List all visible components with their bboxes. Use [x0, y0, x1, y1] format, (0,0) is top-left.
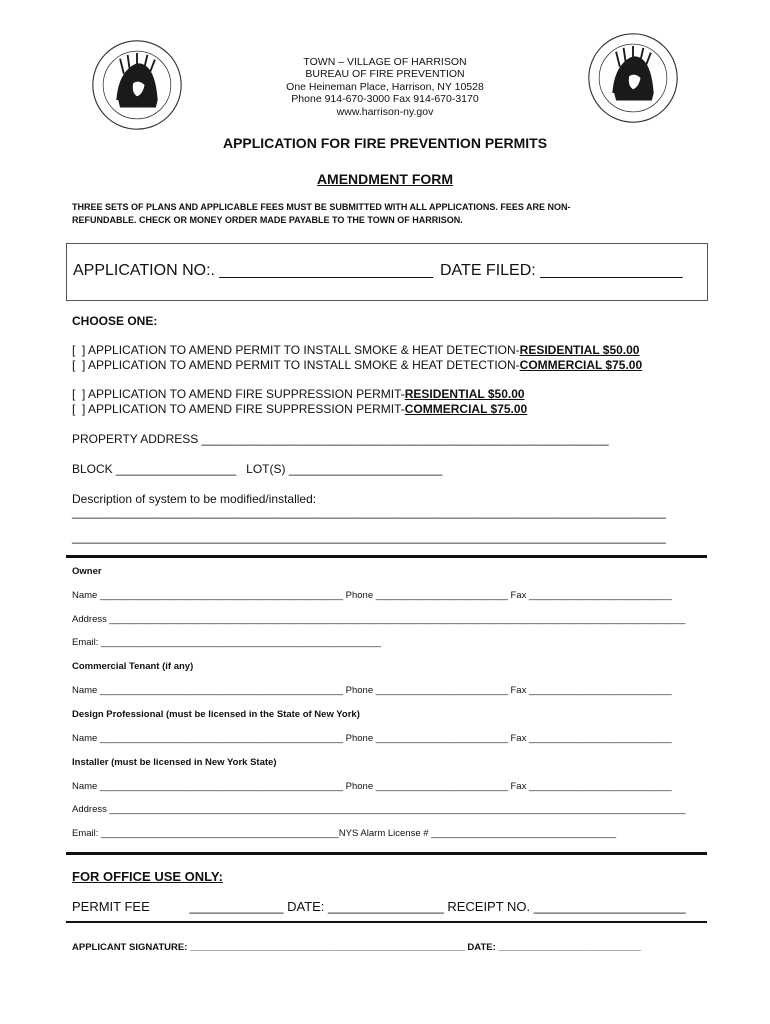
letterhead	[200, 56, 570, 118]
description-line-1[interactable]: _________________________________________________________________________________________	[72, 505, 666, 519]
permit-fee-date-receipt[interactable]: PERMIT FEE _____________ DATE: ________________ RECEIPT NO. _____________________	[72, 899, 686, 914]
section-divider	[66, 921, 707, 923]
header-town: TOWN – VILLAGE OF HARRISON	[303, 56, 467, 68]
option-text: [ ] APPLICATION TO AMEND FIRE SUPPRESSION PERMIT-	[72, 387, 405, 401]
applicant-signature-field[interactable]: APPLICANT SIGNATURE: ____________________________________________________ DATE: ___________________________	[72, 942, 642, 953]
date-filed-field[interactable]: DATE FILED: ________________	[440, 262, 683, 279]
option-fee: RESIDENTIAL $50.00	[404, 387, 525, 401]
description-label: Description of system to be modified/installed:	[72, 492, 317, 506]
application-number-box	[66, 243, 708, 301]
header-address: One Heineman Place, Harrison, NY 10528	[286, 80, 484, 93]
option-fee: COMMERCIAL $75.00	[519, 358, 643, 372]
option-suppression-commercial[interactable]	[72, 402, 527, 416]
design-professional-heading: Design Professional (must be licensed in the State of New York)	[72, 709, 360, 720]
option-smoke-heat-residential[interactable]	[72, 343, 639, 357]
block-lot-field[interactable]: BLOCK __________________ LOT(S) _______________________	[72, 462, 443, 476]
design-name-phone-fax[interactable]: Name ______________________________________________ Phone _________________________ Fax ___________________________	[72, 733, 672, 744]
option-suppression-residential[interactable]	[72, 387, 525, 401]
option-smoke-heat-commercial[interactable]	[72, 358, 642, 372]
choose-heading: CHOOSE ONE:	[72, 314, 158, 328]
option-text: [ ] APPLICATION TO AMEND PERMIT TO INSTALL SMOKE & HEAT DETECTION-	[72, 343, 520, 357]
application-number-field[interactable]: APPLICATION NO:. ________________________	[73, 262, 433, 279]
option-fee: COMMERCIAL $75.00	[404, 402, 528, 416]
town-seal	[90, 38, 184, 132]
owner-heading: Owner	[72, 566, 102, 577]
option-text: [ ] APPLICATION TO AMEND PERMIT TO INSTALL SMOKE & HEAT DETECTION-	[72, 358, 520, 372]
installer-heading: Installer (must be licensed in New York State)	[72, 757, 277, 768]
tenant-name-phone-fax[interactable]: Name ______________________________________________ Phone _________________________ Fax ___________________________	[72, 685, 672, 696]
owner-name-phone-fax[interactable]: Name ______________________________________________ Phone _________________________ Fax ___________________________	[72, 590, 672, 601]
owner-email-field[interactable]: Email: _____________________________________________________	[72, 637, 382, 648]
submission-notice	[72, 201, 672, 227]
tenant-heading: Commercial Tenant (if any)	[72, 661, 194, 672]
header-bureau: BUREAU OF FIRE PREVENTION	[305, 68, 465, 81]
owner-address-field[interactable]: Address _____________________________________________________________________________________________________________	[72, 614, 686, 625]
property-address-field[interactable]: PROPERTY ADDRESS _____________________________________________________________	[72, 432, 609, 446]
installer-address-field[interactable]: Address _____________________________________________________________________________________________________________	[72, 804, 686, 815]
section-divider	[66, 852, 707, 855]
header-website: www.harrison-ny.gov	[336, 105, 434, 118]
village-seal	[586, 31, 680, 125]
installer-email-license-field[interactable]: Email: _____________________________________________NYS Alarm License # ___________________________________	[72, 828, 617, 839]
section-divider	[66, 555, 707, 558]
installer-name-phone-fax[interactable]: Name ______________________________________________ Phone _________________________ Fax ___________________________	[72, 781, 672, 792]
notice-line-2: REFUNDABLE. CHECK OR MONEY ORDER MADE PAYABLE TO THE TOWN OF HARRISON.	[72, 215, 463, 225]
form-title: APPLICATION FOR FIRE PREVENTION PERMITS	[222, 135, 548, 151]
form-subtitle: AMENDMENT FORM	[316, 171, 454, 187]
description-line-2[interactable]: _________________________________________________________________________________________	[72, 530, 666, 544]
header-phone: Phone 914-670-3000 Fax 914-670-3170	[291, 93, 479, 106]
office-use-heading: FOR OFFICE USE ONLY:	[72, 869, 223, 884]
notice-line-1: THREE SETS OF PLANS AND APPLICABLE FEES MUST BE SUBMITTED WITH ALL APPLICATIONS. FEES ARE NON-	[72, 202, 571, 212]
option-text: [ ] APPLICATION TO AMEND FIRE SUPPRESSION PERMIT-	[72, 402, 405, 416]
option-fee: RESIDENTIAL $50.00	[519, 343, 640, 357]
